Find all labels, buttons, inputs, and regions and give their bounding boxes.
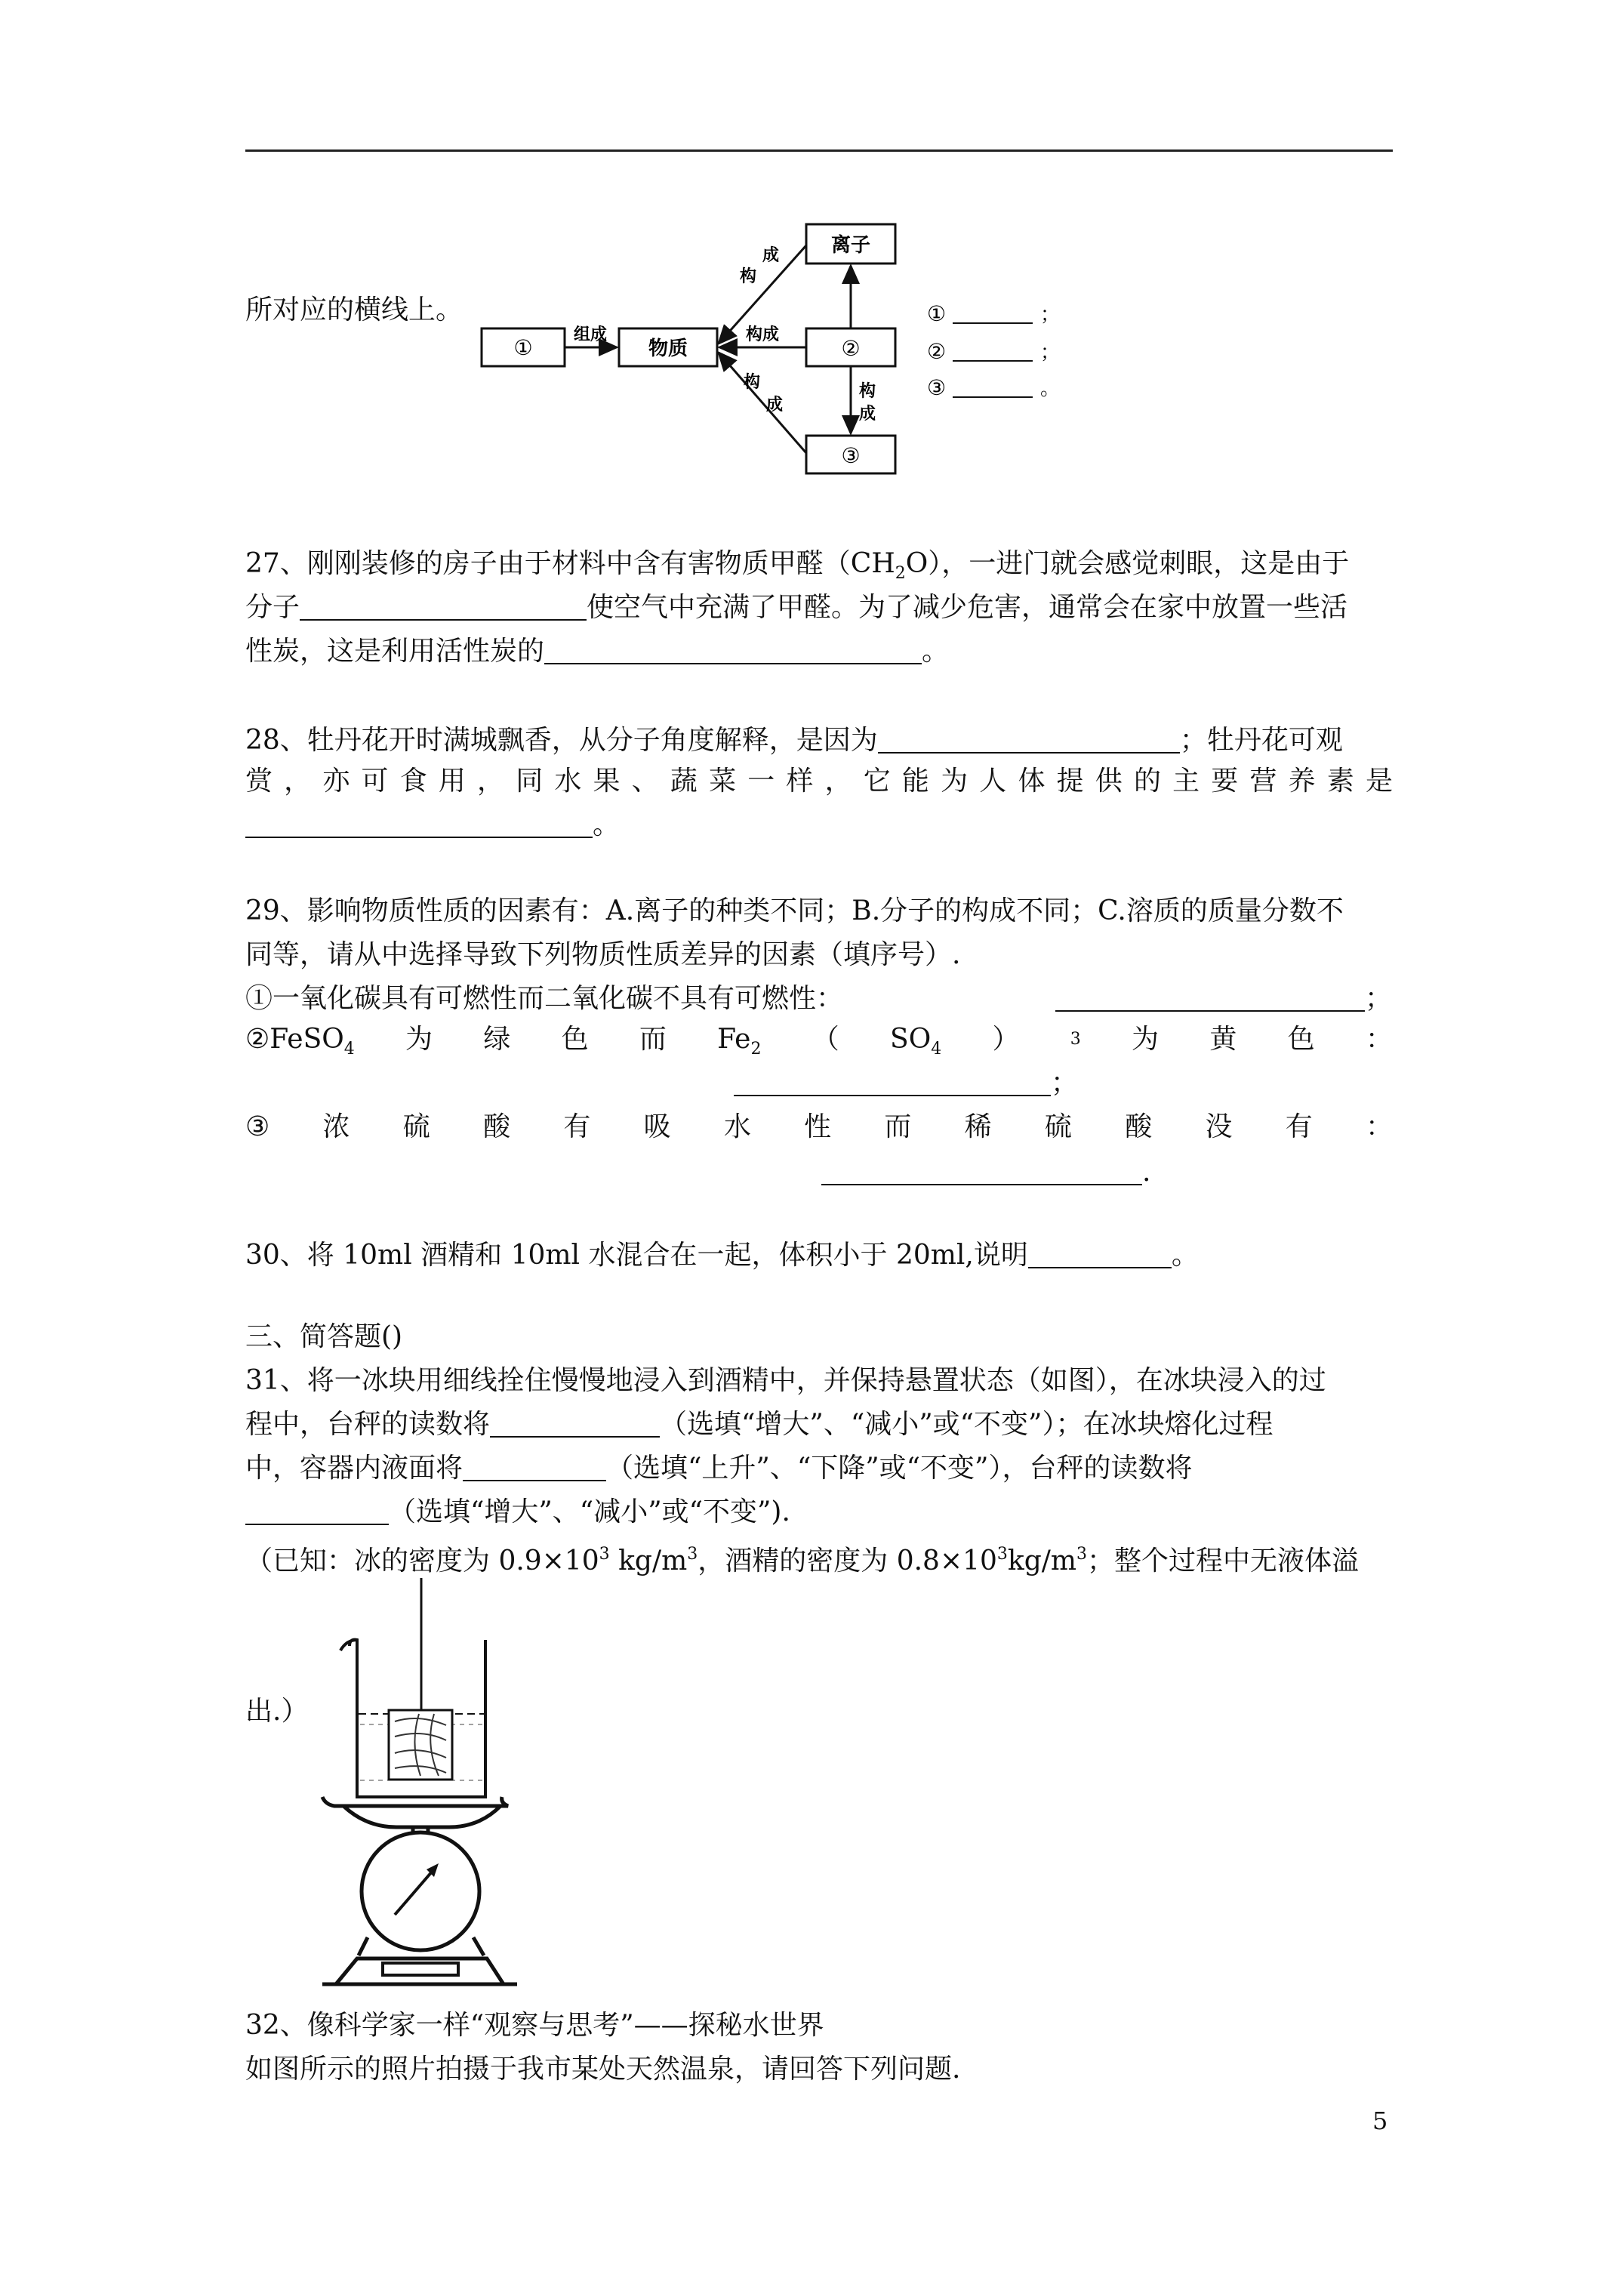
q27-line-3: 性炭，这是利用活性炭的 。 — [245, 630, 949, 673]
q31-line-5: （已知：冰的密度为 $0.9\times 10^3$ $kg/m^3$，酒精的密度为 $0.8\times 10^3kg/m^3$；整个过程中无液体溢 — [245, 1545, 1360, 1576]
q32-line-2: 如图所示的照片拍摄于我市某处天然温泉，请回答下列问题. — [245, 2054, 961, 2085]
box-2-label: ② — [841, 336, 861, 361]
label-compose: 组成 — [573, 325, 608, 344]
q28-line-2: 赏 ， 亦 可 食 用 ， 同 水 果 、 蔬 菜 一 样 ， 它 能 为 人 体 提 供 的 主 要 营 养 素 是 — [245, 766, 1393, 797]
q31-line-6: 出.） — [245, 1696, 309, 1727]
label-gou-1: 构 — [740, 267, 757, 286]
q29-line-1: 29、影响物质性质的因素有：A.离子的种类不同；B.分子的构成不同；C.溶质的质量分数不 — [245, 895, 1344, 926]
q28-line-1: 28、牡丹花开时满城飘香，从分子角度解释，是因为 ；牡丹花可观 — [245, 719, 1343, 763]
q28-blank-2[interactable] — [245, 806, 593, 838]
q31-blank-3[interactable] — [245, 1493, 389, 1525]
scale-dial — [362, 1832, 479, 1950]
box-ion-label: 离子 — [830, 234, 871, 257]
header-rule — [245, 149, 1393, 152]
q29-item-3: ③ 浓 硫 酸 有 吸 水 性 而 稀 硫 酸 没 有 ： — [245, 1111, 1393, 1142]
q31-line-3: 中，容器内液面将 （选填“上升”、“下降”或“不变”），台秤的读数将 — [245, 1447, 1192, 1490]
answer-2-label: ② — [927, 339, 947, 364]
q29-blank-3[interactable] — [821, 1154, 1142, 1185]
section-title: 三、简答题() — [245, 1321, 403, 1352]
q27-line-1: 27、刚刚装修的房子由于材料中含有害物质甲醛$(CH_2O)$，一进门就会感觉刺眼，这是由于 — [245, 548, 1350, 583]
box-3-label: ③ — [841, 443, 861, 468]
q31-line-4: （选填“增大”、“减小”或“不变”). — [245, 1490, 790, 1534]
q27-blank-1[interactable] — [300, 589, 587, 621]
structure-diagram — [476, 215, 1061, 479]
q29-item-1-answer: ； — [1055, 977, 1392, 1021]
scale-beaker-figure — [313, 1578, 510, 1955]
q29-line-2: 同等，请从中选择导致下列物质性质差异的因素（填序号）. — [245, 939, 961, 970]
q30-line: 30、将 10ml 酒精和 10ml 水混合在一起，体积小于 20ml,说明 。 — [245, 1234, 1199, 1277]
label-cheng-3: 成 — [859, 405, 876, 424]
q32-line-1: 32、像科学家一样“观察与思考”——探秘水世界 — [245, 2010, 824, 2041]
label-cheng-2: 成 — [766, 396, 784, 415]
q28-blank-1[interactable] — [878, 722, 1180, 754]
answer-3-label: ③ — [927, 375, 947, 400]
arrow-3-substance — [719, 353, 806, 453]
answer-1-label: ① — [927, 301, 947, 326]
q29-blank-2[interactable] — [734, 1065, 1051, 1096]
box-substance-label: 物质 — [648, 337, 688, 360]
scale-base-figure — [313, 1955, 510, 1986]
q28-line-3: 。 — [245, 803, 620, 847]
page-number: 5 — [1372, 2106, 1388, 2135]
label-cheng-1: 成 — [762, 246, 780, 265]
q29-blank-1[interactable] — [1055, 980, 1365, 1012]
q29-item-2: ②FeSO$_4$ 为 绿 色 而 $Fe_2$ （ $SO_4$ ） 3 为 黄 色 ： — [245, 1024, 1393, 1059]
q27-blank-2[interactable] — [544, 633, 922, 664]
q29-item-2-answer: ； — [734, 1062, 1078, 1105]
answer-1-end: ； — [1040, 304, 1061, 326]
q27-line-2: 分子 使空气中充满了甲醛。为了减少危害，通常会在家中放置一些活 — [245, 586, 1347, 630]
q31-blank-2[interactable] — [463, 1450, 606, 1481]
q30-blank[interactable] — [1028, 1237, 1172, 1268]
box-1-label: ① — [513, 335, 533, 360]
label-gou-2: 构 — [744, 373, 761, 392]
label-goucheng-mid: 构成 — [745, 325, 780, 344]
q31-line-2: 程中，台秤的读数将 （选填“增大”、“减小”或“不变”）；在冰块熔化过程 — [245, 1403, 1273, 1447]
answer-2-end: ； — [1040, 341, 1061, 364]
q31-line-1: 31、将一冰块用细线拴住慢慢地浸入到酒精中，并保持悬置状态（如图），在冰块浸入的过 — [245, 1365, 1326, 1396]
diagram-intro: 所对应的横线上。 — [245, 294, 463, 325]
q29-item-1: ①一氧化碳具有可燃性而二氧化碳不具有可燃性： — [245, 983, 844, 1014]
q29-item-3-answer: . — [821, 1151, 1150, 1194]
answer-3-end: 。 — [1040, 378, 1061, 400]
q31-blank-1[interactable] — [490, 1406, 660, 1438]
label-gou-3: 构 — [859, 382, 876, 401]
